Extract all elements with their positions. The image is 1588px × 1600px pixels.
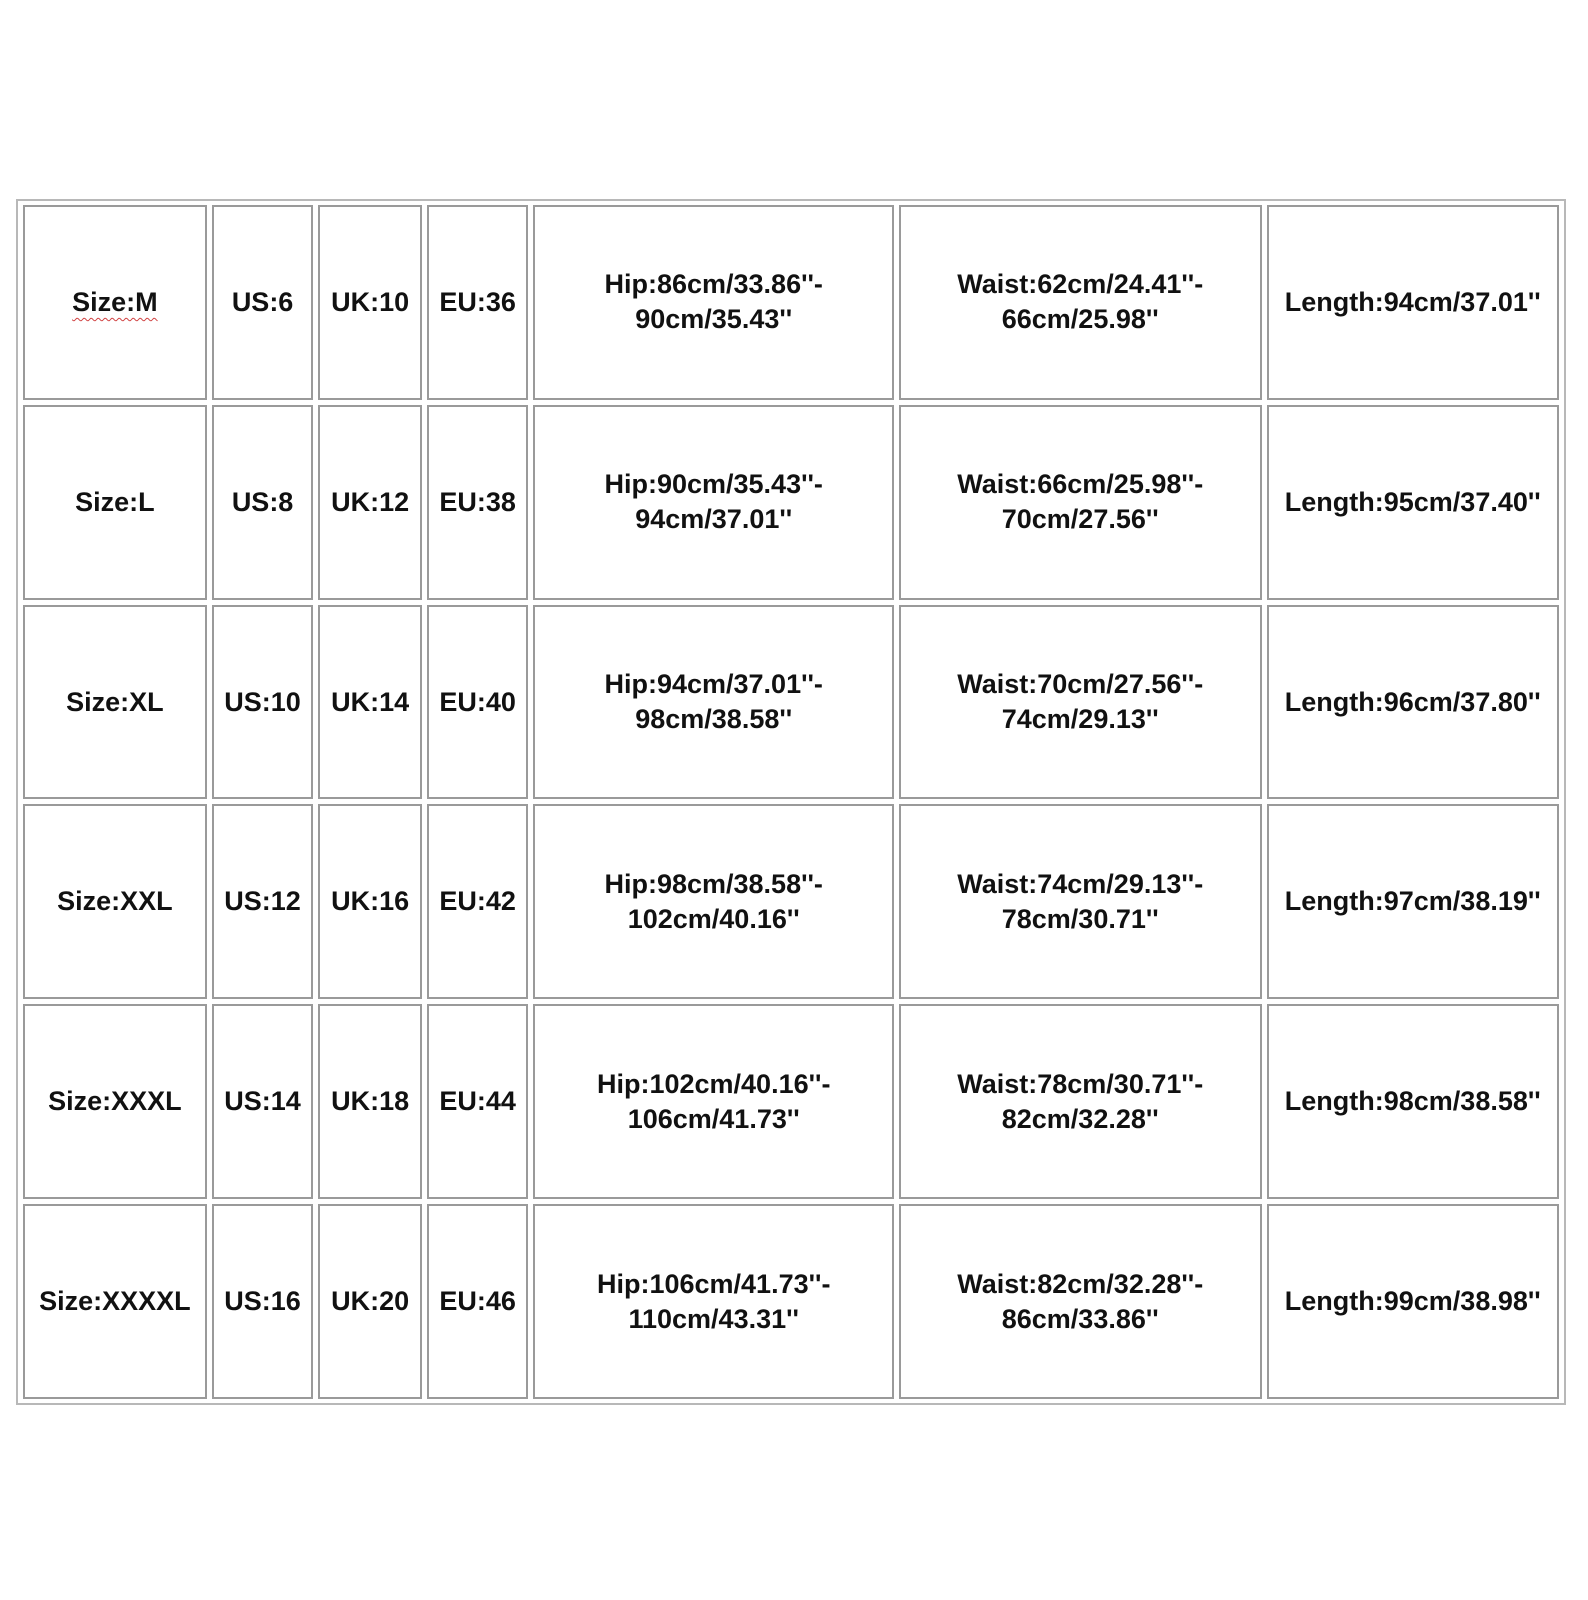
length-label: Length:94cm/37.01'' — [1284, 286, 1541, 317]
hip-range-start: Hip:90cm/35.43''- — [604, 469, 823, 500]
uk-size-cell — [318, 405, 422, 600]
waist-range-end: 82cm/32.28'' — [1001, 1103, 1159, 1134]
hip-cell — [533, 1204, 894, 1399]
size-label: Size:XXL — [57, 886, 173, 917]
waist-cell — [899, 205, 1262, 400]
uk-size-label: UK:18 — [331, 1086, 410, 1117]
waist-cell — [899, 1004, 1262, 1199]
length-cell — [1267, 405, 1560, 600]
uk-size-label: UK:14 — [331, 686, 410, 717]
waist-range-start: Waist:78cm/30.71''- — [957, 1068, 1204, 1099]
size-label: Size:XXXXL — [39, 1286, 191, 1317]
uk-size-label: UK:16 — [331, 886, 410, 917]
eu-size-label: EU:46 — [439, 1286, 516, 1317]
length-label: Length:98cm/38.58'' — [1284, 1086, 1541, 1117]
uk-size-cell — [318, 205, 422, 400]
eu-size-cell — [427, 1204, 529, 1399]
size-label: Size:L — [75, 486, 155, 517]
us-size-label: US:12 — [224, 886, 301, 917]
hip-range-start: Hip:98cm/38.58''- — [604, 868, 823, 899]
size-cell — [23, 1004, 207, 1199]
length-cell — [1267, 205, 1560, 400]
waist-range-start: Waist:74cm/29.13''- — [957, 868, 1204, 899]
eu-size-label: EU:38 — [439, 486, 516, 517]
length-cell — [1267, 1204, 1560, 1399]
hip-range-start: Hip:102cm/40.16''- — [596, 1068, 831, 1099]
length-label: Length:95cm/37.40'' — [1284, 486, 1541, 517]
length-cell — [1267, 1004, 1560, 1199]
size-chart — [16, 199, 1566, 1405]
size-cell — [23, 1204, 207, 1399]
waist-range-start: Waist:66cm/25.98''- — [957, 469, 1204, 500]
us-size-cell — [212, 205, 314, 400]
uk-size-label: UK:10 — [331, 286, 410, 317]
hip-range-start: Hip:106cm/41.73''- — [596, 1268, 831, 1299]
waist-range-start: Waist:70cm/27.56''- — [957, 669, 1204, 700]
waist-range-start: Waist:62cm/24.41''- — [957, 269, 1204, 300]
eu-size-label: EU:36 — [439, 286, 516, 317]
waist-range-end: 78cm/30.71'' — [1001, 903, 1159, 934]
hip-cell — [533, 405, 894, 600]
waist-range-end: 86cm/33.86'' — [1001, 1303, 1159, 1334]
us-size-cell — [212, 1004, 314, 1199]
us-size-label: US:16 — [224, 1286, 301, 1317]
hip-cell — [533, 205, 894, 400]
us-size-label: US:6 — [231, 286, 294, 317]
eu-size-label: EU:42 — [439, 886, 516, 917]
waist-cell — [899, 405, 1262, 600]
waist-range-end: 66cm/25.98'' — [1001, 304, 1159, 335]
size-cell — [23, 205, 207, 400]
eu-size-cell — [427, 804, 529, 999]
eu-size-cell — [427, 405, 529, 600]
length-label: Length:96cm/37.80'' — [1284, 686, 1541, 717]
length-cell — [1267, 804, 1560, 999]
table-row — [23, 405, 1559, 600]
us-size-cell — [212, 1204, 314, 1399]
eu-size-label: EU:40 — [439, 686, 516, 717]
hip-range-end: 94cm/37.01'' — [635, 504, 793, 535]
hip-cell — [533, 804, 894, 999]
uk-size-cell — [318, 1204, 422, 1399]
hip-cell — [533, 605, 894, 800]
table-row — [23, 804, 1559, 999]
hip-range-start: Hip:86cm/33.86''- — [604, 269, 823, 300]
size-label: Size:XL — [66, 686, 164, 717]
size-chart-table — [18, 200, 1564, 1404]
uk-size-label: UK:12 — [331, 486, 410, 517]
length-label: Length:97cm/38.19'' — [1284, 886, 1541, 917]
us-size-label: US:8 — [231, 486, 294, 517]
hip-range-end: 110cm/43.31'' — [628, 1303, 799, 1334]
eu-size-label: EU:44 — [439, 1086, 516, 1117]
us-size-cell — [212, 605, 314, 800]
hip-range-start: Hip:94cm/37.01''- — [604, 669, 823, 700]
hip-range-end: 106cm/41.73'' — [627, 1103, 800, 1134]
size-cell — [23, 405, 207, 600]
size-cell — [23, 605, 207, 800]
table-row — [23, 605, 1559, 800]
size-label: Size:XXXL — [48, 1086, 182, 1117]
hip-cell — [533, 1004, 894, 1199]
us-size-label: US:10 — [224, 686, 301, 717]
table-row — [23, 1004, 1559, 1199]
waist-cell — [899, 1204, 1262, 1399]
waist-cell — [899, 804, 1262, 999]
eu-size-cell — [427, 605, 529, 800]
table-row — [23, 205, 1559, 400]
size-cell — [23, 804, 207, 999]
table-row — [23, 1204, 1559, 1399]
length-label: Length:99cm/38.98'' — [1284, 1286, 1541, 1317]
waist-range-end: 70cm/27.56'' — [1001, 504, 1159, 535]
hip-range-end: 90cm/35.43'' — [635, 304, 793, 335]
size-label: Size:M — [72, 286, 158, 317]
eu-size-cell — [427, 205, 529, 400]
us-size-cell — [212, 804, 314, 999]
hip-range-end: 102cm/40.16'' — [627, 903, 800, 934]
eu-size-cell — [427, 1004, 529, 1199]
waist-range-end: 74cm/29.13'' — [1001, 704, 1159, 735]
waist-range-start: Waist:82cm/32.28''- — [957, 1268, 1204, 1299]
hip-range-end: 98cm/38.58'' — [635, 704, 793, 735]
us-size-cell — [212, 405, 314, 600]
uk-size-label: UK:20 — [331, 1286, 410, 1317]
uk-size-cell — [318, 605, 422, 800]
waist-cell — [899, 605, 1262, 800]
size-chart-body — [23, 205, 1559, 1399]
us-size-label: US:14 — [224, 1086, 301, 1117]
length-cell — [1267, 605, 1560, 800]
uk-size-cell — [318, 804, 422, 999]
uk-size-cell — [318, 1004, 422, 1199]
